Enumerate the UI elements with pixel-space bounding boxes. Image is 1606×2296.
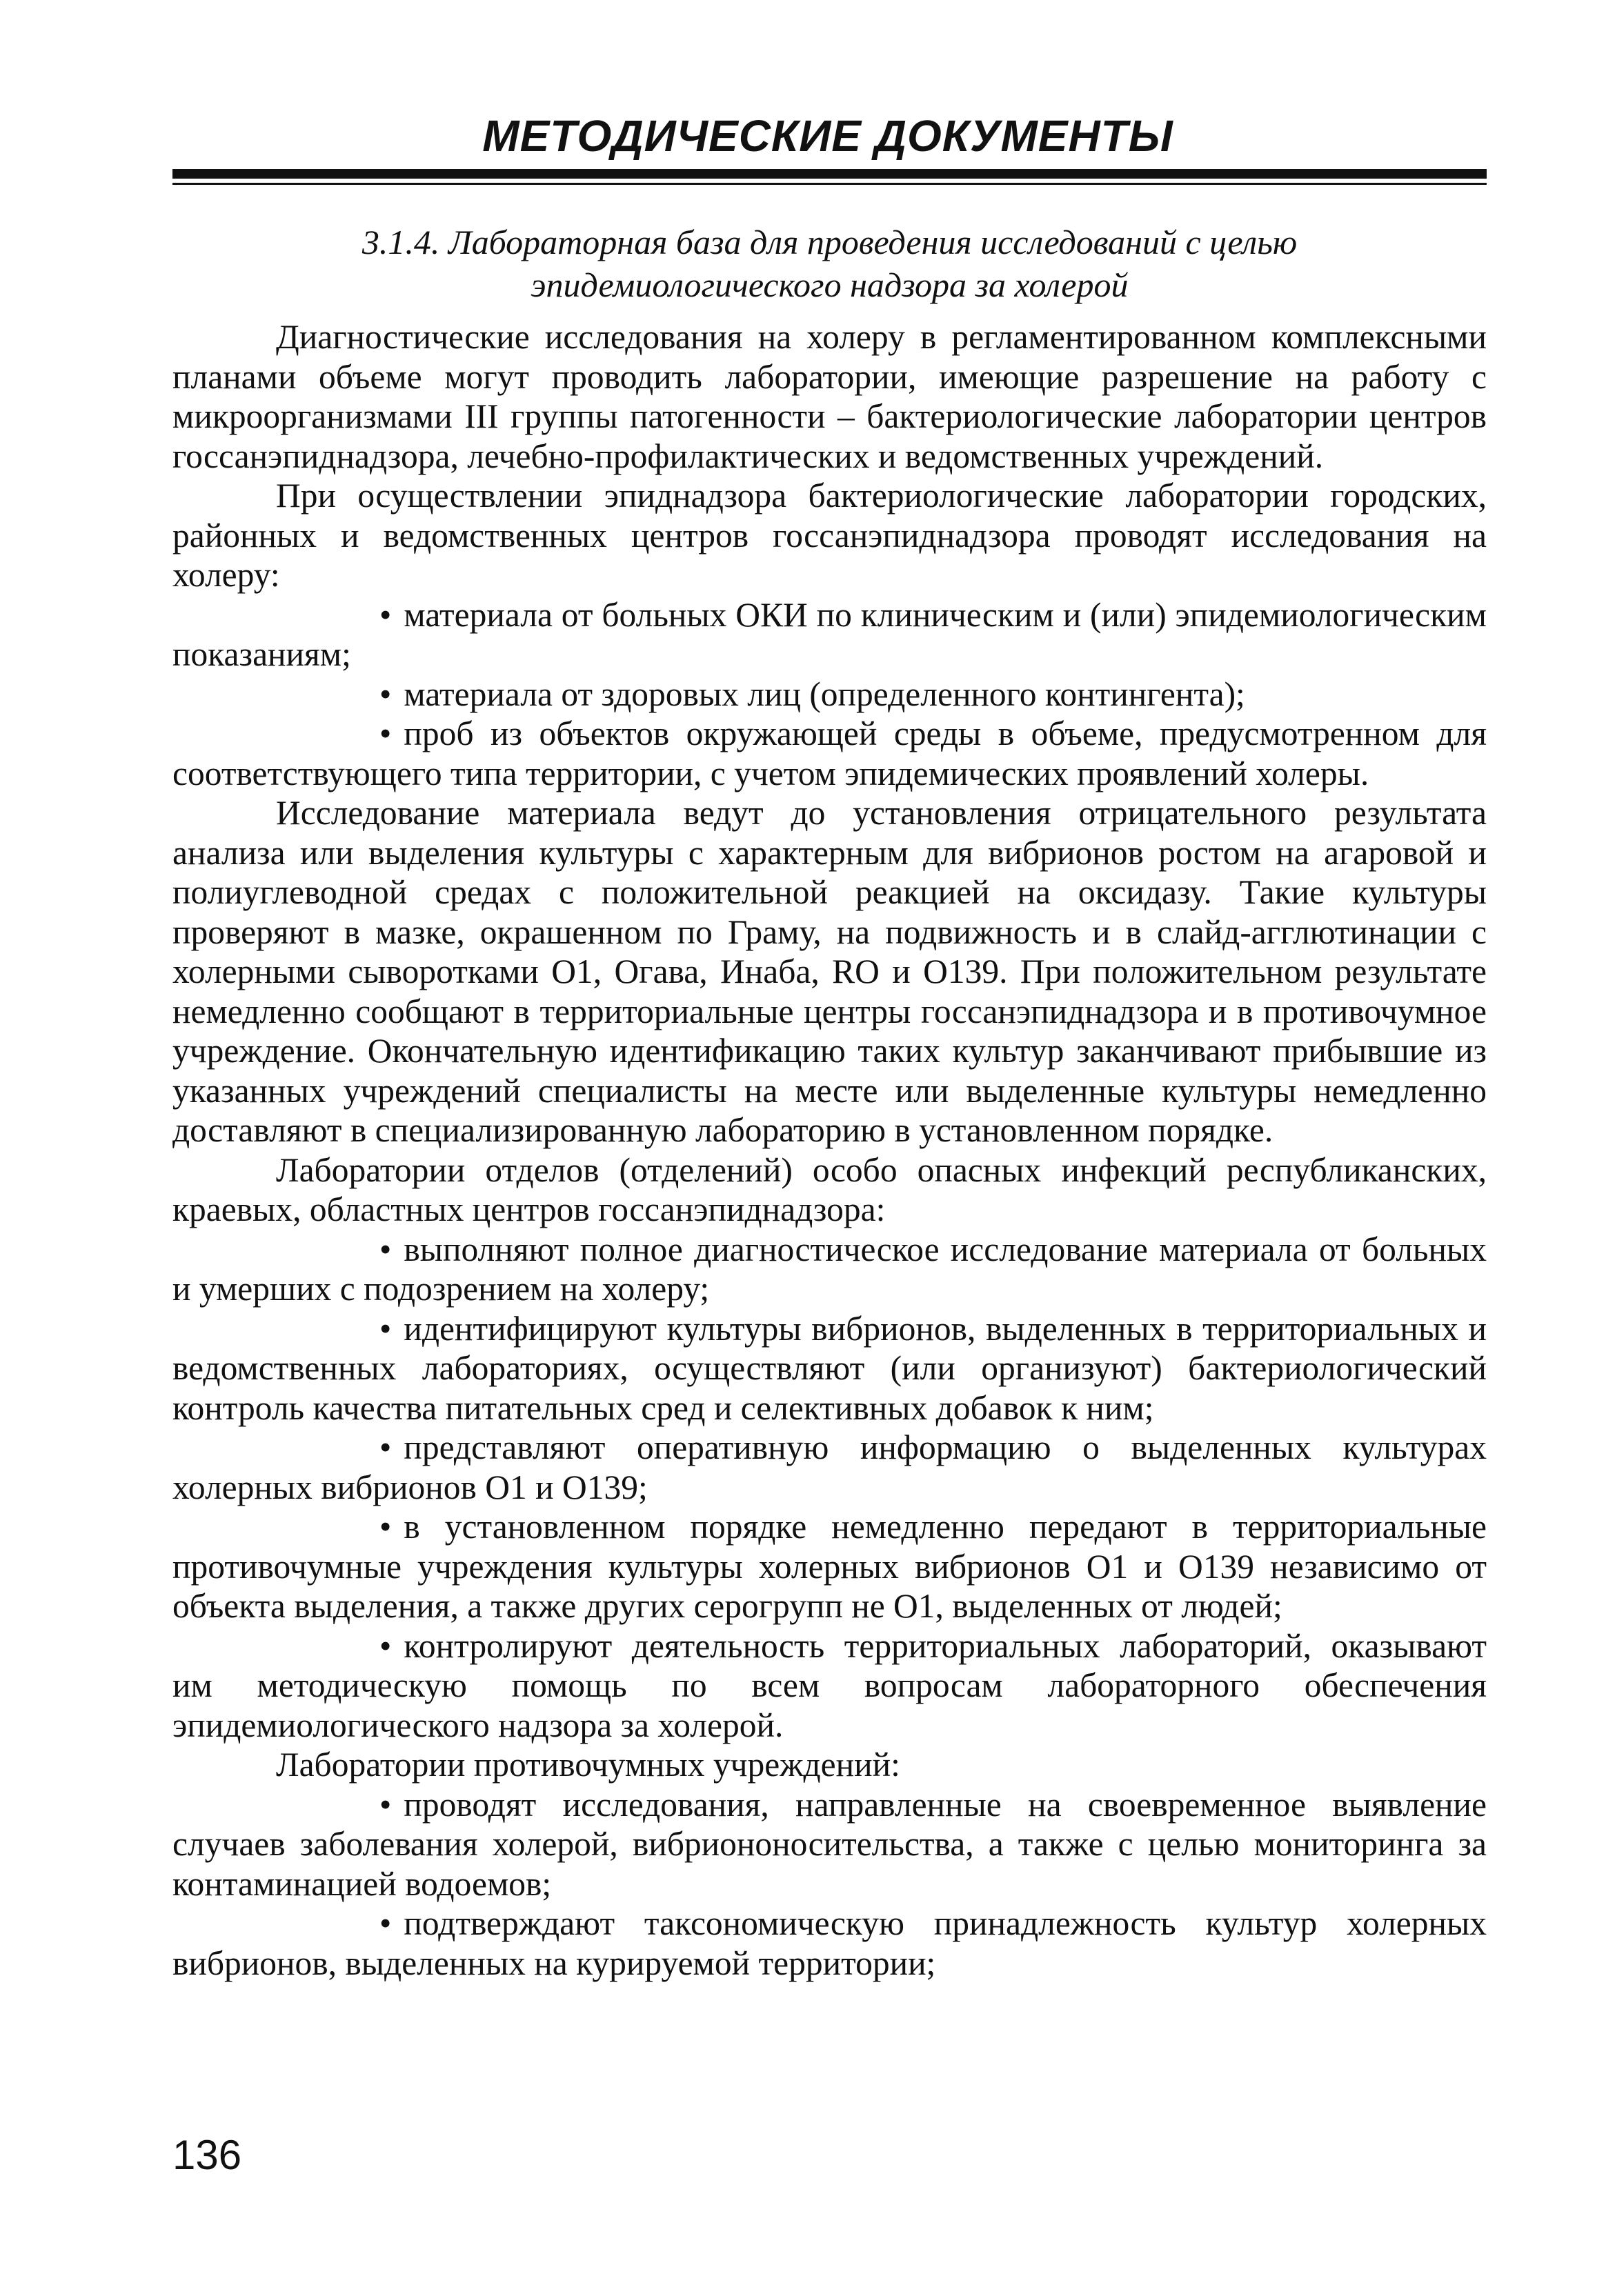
paragraph: При осуществлении эпиднадзора бактериологические лаборатории городских, районных и ведомственных центров госсанэпиднадзора проводят исследования на холеру: xyxy=(172,477,1487,594)
bullet-item xyxy=(172,714,1487,793)
bullet-icon: • xyxy=(379,715,392,752)
header-rule-thin xyxy=(172,183,1487,185)
bullet-text: подтверждают таксономическую принадлежность культур холерных вибрионов, выделенных на курируемой территории; xyxy=(172,1904,1487,1982)
bullet-icon: • xyxy=(379,1508,392,1546)
section-title-line-1: 3.1.4. Лабораторная база для проведения исследований с целью xyxy=(361,223,1298,261)
paragraph: Исследование материала ведут до установления отрицательного результата анализа или выделения культуры с характерным для вибрионов ростом на агаровой и полиуглеводной средах с положительной реакцией на оксидазу. Такие культуры проверяют в мазке, окрашенном по Граму, на подвижность и в слайд-агглютинации с холерными сыворотками О1, Огава, Инаба, RO и О139. При положительном результате немедленно сообщают в территориальные центры госсанэпиднадзора и в противочумное учреждение. Окончательную идентификацию таких культур заканчивают прибывшие из указанных учреждений специалисты на месте или выделенные культуры немедленно доставляют в специализированную лабораторию в установленном порядке. xyxy=(172,794,1487,1149)
bullet-text: идентифицируют культуры вибрионов, выделенных в территориальных и ведомственных лабораториях, осуществляют (или организуют) бактериологический контроль качества питательных сред и селективных добавок к ним; xyxy=(172,1309,1487,1427)
bullet-text: в установленном порядке немедленно передают в территориальные противочумные учреждения культуры холерных вибрионов О1 и О139 независимо от объекта выделения, а также других серогрупп не О1, выделенных от людей; xyxy=(172,1508,1487,1625)
bullet-icon: • xyxy=(379,1230,392,1268)
page-number: 136 xyxy=(172,2132,242,2178)
section-title xyxy=(172,221,1487,306)
bullet-icon: • xyxy=(379,1309,392,1348)
bullet-text: представляют оперативную информацию о выделенных культурах холерных вибрионов О1 и О139; xyxy=(172,1428,1487,1506)
bullet-item xyxy=(172,675,1487,715)
bullet-icon: • xyxy=(379,675,392,713)
bullet-icon: • xyxy=(379,595,392,634)
bullet-text: материала от больных ОКИ по клиническим и (или) эпидемиологическим показаниям; xyxy=(172,595,1487,673)
paragraph: Лаборатории противочумных учреждений: xyxy=(276,1746,900,1784)
bullet-item xyxy=(172,1785,1487,1904)
bullet-item xyxy=(172,1428,1487,1507)
bullet-item xyxy=(172,1904,1487,1983)
bullet-item xyxy=(172,1230,1487,1309)
body-text xyxy=(172,317,1487,1983)
paragraph: Диагностические исследования на холеру в регламентированном комплексными планами объеме могут проводить лаборатории, имеющие разрешение на работу с микроорганизмами III группы патогенности – бактериологические лаборатории центров госсанэпиднадзора, лечебно-профилактических и ведомственных учреждений. xyxy=(172,318,1487,475)
bullet-item xyxy=(172,1507,1487,1626)
header-rule-thick xyxy=(172,169,1487,179)
bullet-icon: • xyxy=(379,1428,392,1466)
paragraph: Лаборатории отделов (отделений) особо опасных инфекций республиканских, краевых, областных центров госсанэпиднадзора: xyxy=(172,1150,1487,1228)
bullet-text: выполняют полное диагностическое исследование материала от больных и умерших с подозрением на холеру; xyxy=(172,1230,1487,1308)
bullet-item xyxy=(172,1309,1487,1428)
bullet-item xyxy=(172,1626,1487,1746)
bullet-icon: • xyxy=(379,1626,392,1665)
bullet-text: проводят исследования, направленные на своевременное выявление случаев заболевания холерой, вибриононосительства, а также с целью мониторинга за контаминацией водоемов; xyxy=(172,1785,1487,1903)
bullet-text: проб из объектов окружающей среды в объеме, предусмотренном для соответствующего типа территории, с учетом эпидемических проявлений холеры. xyxy=(172,715,1487,792)
bullet-text: материала от здоровых лиц (определенного контингента); xyxy=(404,675,1245,713)
section-title-line-2: эпидемиологического надзора за холерой xyxy=(531,266,1129,304)
bullet-text: контролируют деятельность территориальных лабораторий, оказывают им методическую помощь по всем вопросам лабораторного обеспечения эпидемиологического надзора за холерой. xyxy=(172,1626,1487,1744)
bullet-item xyxy=(172,595,1487,675)
bullet-icon: • xyxy=(379,1785,392,1824)
bullet-icon: • xyxy=(379,1904,392,1942)
page-header-title: МЕТОДИЧЕСКИЕ ДОКУМЕНТЫ xyxy=(482,111,1173,161)
